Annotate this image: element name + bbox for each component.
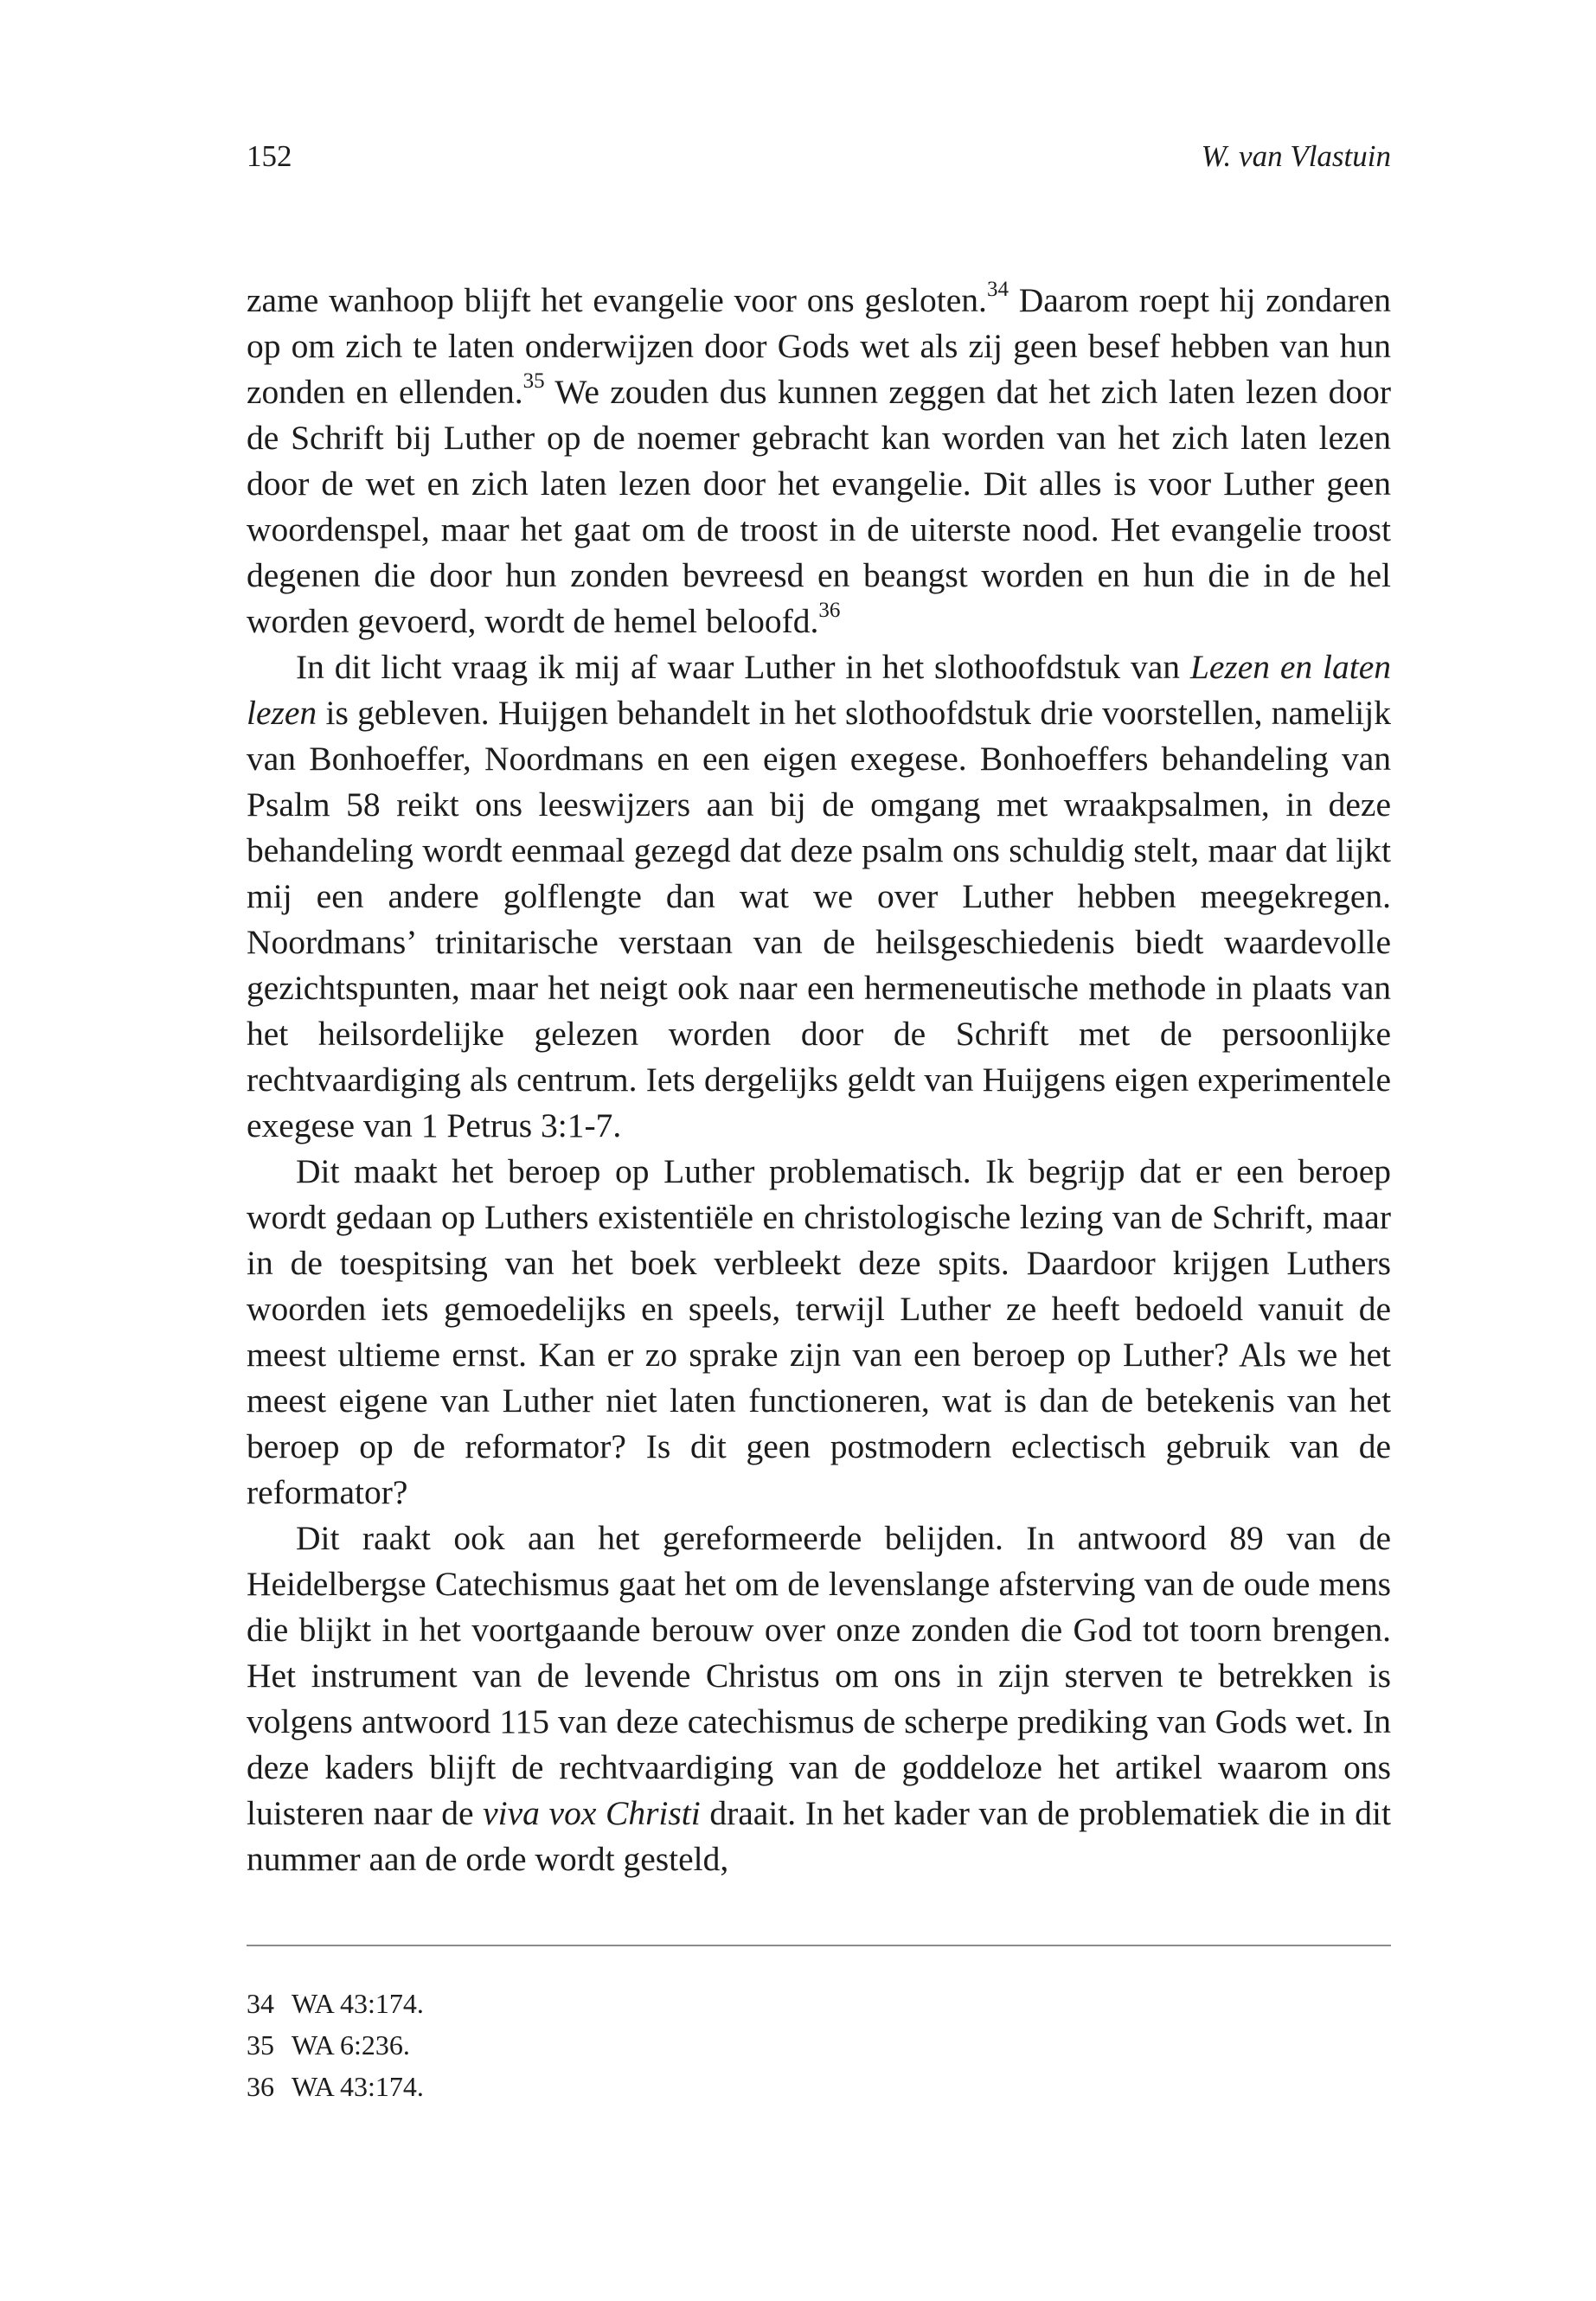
footnote-text: WA 6:236. — [292, 2029, 410, 2061]
paragraph — [247, 644, 1391, 1149]
paragraph — [247, 1516, 1391, 1882]
text-run: Daarom roept hij zondaren op om zich te laten onderwijzen door Gods wet als zij geen besef hebben van hun zonden en ellenden. — [247, 281, 1391, 411]
footnote-rule — [247, 1945, 1391, 1946]
footnote-text: WA 43:174. — [292, 1988, 424, 2019]
footnote-text: WA 43:174. — [292, 2071, 424, 2102]
footnote — [247, 2024, 1391, 2066]
text-run: draait. In het kader van de problematiek die in dit nummer aan de orde wordt gesteld, — [247, 1794, 1391, 1878]
running-head: W. van Vlastuin — [1201, 139, 1391, 173]
text-run: We zouden dus kunnen zeggen dat het zich laten lezen door de Schrift bij Luther op de noemer gebracht kan worden van het zich laten lezen door de wet en zich laten lezen door het evangelie. Dit alles is voor Luther geen woordenspel, maar het gaat om de troost in de uiterste nood. Het evangelie troost degenen die door hun zonden bevreesd en beangst worden en hun die in de hel worden gevoerd, wordt de hemel beloofd. — [247, 373, 1392, 640]
latin-phrase: viva vox Christi — [483, 1794, 701, 1832]
footnote-ref: 34 — [986, 278, 1009, 301]
paragraph — [247, 1149, 1391, 1516]
footnote-ref: 35 — [522, 369, 545, 393]
text-run: Dit raakt ook aan het gereformeerde belijden. In antwoord 89 van de Heidelbergse Catechismus gaat het om de levenslange afsterving van de oude mens die blijkt in het voortgaande berouw over onze zonden die God tot toorn brengen. Het instrument van de levende Christus om ons in zijn sterven te betrekken is volgens antwoord 115 van deze catechismus de scherpe prediking van Gods wet. In deze kaders blijft de rechtvaardiging van de goddeloze het artikel waarom ons luisteren naar de — [247, 1519, 1391, 1832]
footnote-number: 35 — [247, 2029, 274, 2061]
text-run: is gebleven. Huijgen behandelt in het slothoofdstuk drie voorstellen, namelijk van Bonhoeffer, Noordmans en een eigen exegese. Bonhoeffers behandeling van Psalm 58 reikt ons leeswijzers aan bij de omgang met wraakpsalmen, in deze behandeling wordt eenmaal gezegd dat deze psalm ons schuldig stelt, maar dat lijkt mij een andere golflengte dan wat we over Luther hebben meegekregen. Noordmans’ trinitarische verstaan van de heilsgeschiedenis biedt waardevolle gezichtspunten, maar het neigt ook naar een hermeneutische methode in plaats van het heilsordelijke gelezen worden door de Schrift met de persoonlijke rechtvaardiging als centrum. Iets dergelijks geldt van Huijgens eigen experimentele exegese van 1 Petrus 3:1-7. — [247, 694, 1391, 1144]
paragraph — [247, 278, 1391, 644]
page-number: 152 — [247, 139, 292, 173]
book-title: Lezen en laten lezen — [247, 648, 1391, 732]
footnote — [247, 1983, 1391, 2024]
text-run: In dit licht vraag ik mij af waar Luther in het slothoofdstuk van — [296, 648, 1190, 686]
footnotes — [247, 1983, 1391, 2107]
footnote — [247, 2066, 1391, 2107]
text-run: zame wanhoop blijft het evangelie voor ons gesloten. — [247, 281, 987, 319]
text-run: Dit maakt het beroep op Luther problematisch. Ik begrijp dat er een beroep wordt gedaan op Luthers existentiële en christologische lezing van de Schrift, maar in de toespitsing van het boek verbleekt deze spits. Daardoor krijgen Luthers woorden iets gemoedelijks en speels, terwijl Luther ze heeft bedoeld vanuit de meest ultieme ernst. Kan er zo sprake zijn van een beroep op Luther? Als we het meest eigene van Luther niet laten functioneren, wat is dan de betekenis van het beroep op de reformator? Is dit geen postmodern eclectisch gebruik van de reformator? — [247, 1152, 1391, 1511]
body-text — [247, 278, 1391, 1882]
footnote-number: 36 — [247, 2071, 274, 2102]
footnote-ref: 36 — [818, 599, 841, 622]
footnote-number: 34 — [247, 1988, 274, 2019]
